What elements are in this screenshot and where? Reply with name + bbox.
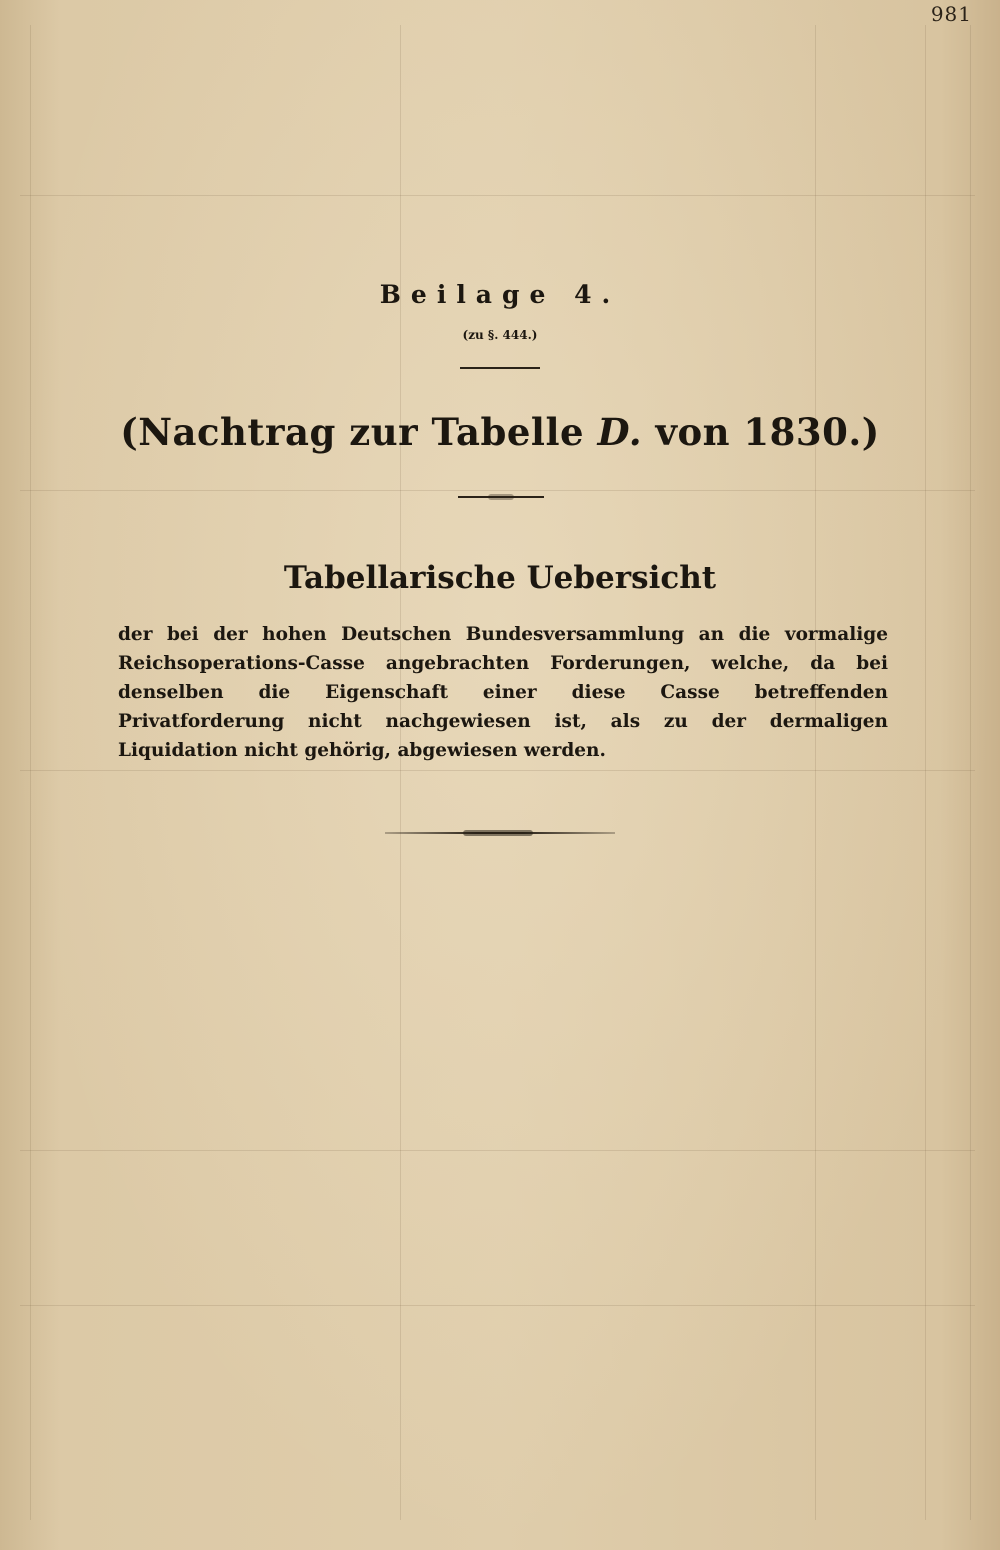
ghost-rule <box>20 195 975 196</box>
ornament-rule <box>458 496 544 498</box>
title-prefix: (Nachtrag zur Tabelle <box>120 410 598 454</box>
divider-rule <box>460 367 540 369</box>
title-suffix: von 1830.) <box>642 410 880 454</box>
body-paragraph: der bei der hohen Deutschen Bundesversammlung an die vormalige Reichsoperations-Casse angebrachten Forderungen, welche, da bei denselben die Eigenschaft einer diese Casse betreffenden Privatforderung nicht nachgewiesen ist, als zu der dermaligen Liquidation nicht gehörig, abgewiesen werden. <box>118 624 888 761</box>
ghost-rule <box>970 25 971 1520</box>
page-number: 981 <box>930 2 972 26</box>
end-ornament-rule <box>385 832 615 834</box>
ghost-rule <box>20 1150 975 1151</box>
appendix-heading: Beilage 4. <box>379 280 621 309</box>
subtitle: Tabellarische Uebersicht <box>283 560 717 596</box>
section-reference: (zu §. 444.) <box>462 328 538 342</box>
ghost-rule <box>20 1305 975 1306</box>
ghost-rule <box>815 25 816 1520</box>
ghost-rule <box>925 25 926 1520</box>
title-letter: D. <box>597 410 643 454</box>
ghost-rule <box>400 25 401 1520</box>
ghost-rule <box>30 25 31 1520</box>
ghost-rule <box>20 770 975 771</box>
ghost-rule <box>20 490 975 491</box>
document-title <box>0 410 1000 454</box>
